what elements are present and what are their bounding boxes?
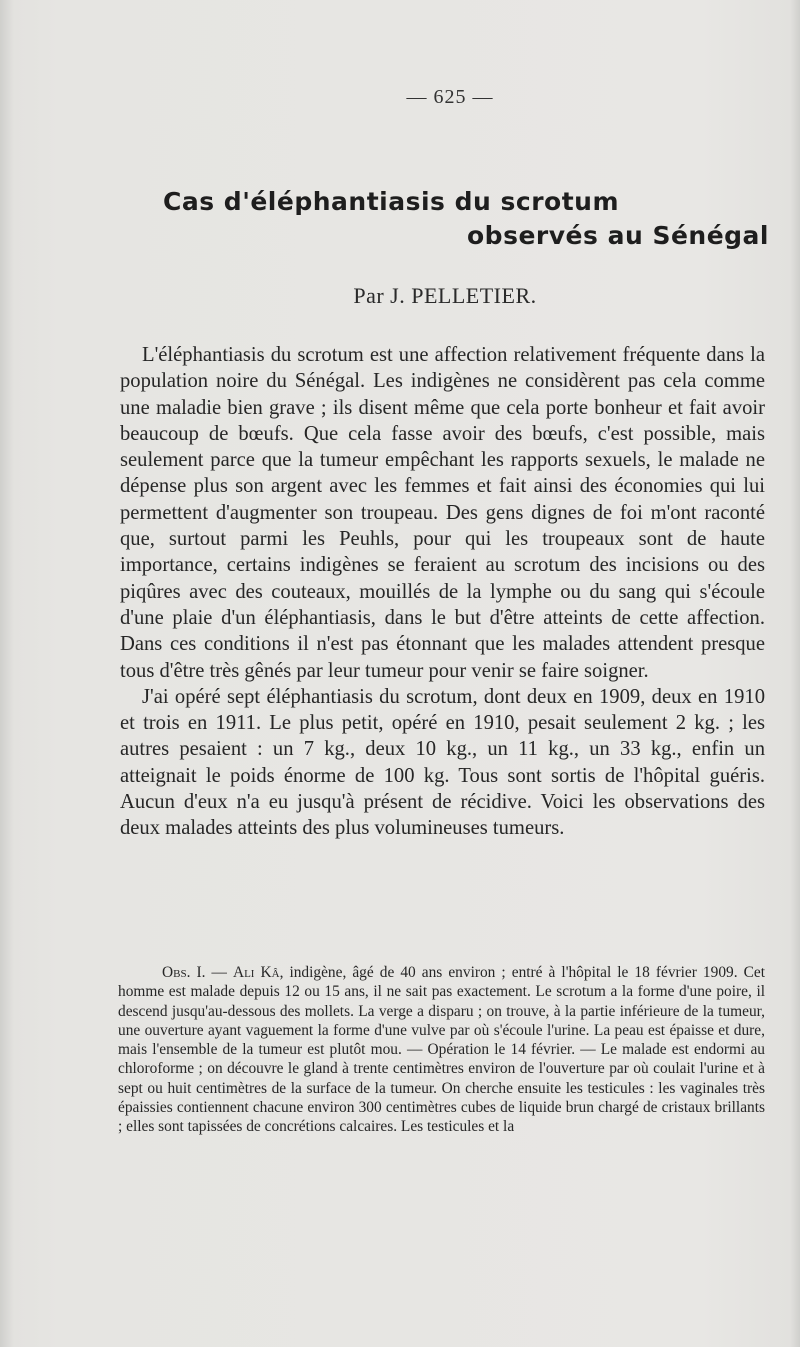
observation-block bbox=[118, 963, 765, 1137]
observation-text: , indigène, âgé de 40 ans environ ; entré à l'hôpital le 18 février 1909. Cet homme est malade depuis 12 ou 15 ans, il ne sait pas exactement. Le scrotum a la forme d'une poire, il descend jusqu'au-dessous des mollets. La verge a disparu ; on trouve, à la partie inférieure de la tumeur, une ouverture ayant vaguement la forme d'une vulve par où s'écoule l'urine. La peau est épaisse et dure, mais l'ensemble de la tumeur est plutôt mou. — Opération le 14 février. — Le malade est endormi au chloroforme ; on découvre le gland à trente centimètres environ de l'ouverture par où coulait l'urine et à sept ou huit centimètres de la surface de la tumeur. On cherche ensuite les testicules : les vaginales très épaissies contiennent chacune environ 300 centimètres cubes de liquide brun chargé de cristaux brillants ; elles sont tapissées de concrétions calcaires. Les testicules et la bbox=[118, 964, 765, 1136]
page-number: — 625 — bbox=[406, 86, 494, 108]
patient-name: Ali Kâ bbox=[232, 964, 280, 981]
body-paragraph-2: J'ai opéré sept éléphantiasis du scrotum, dont deux en 1909, deux en 1910 et trois en 1911. Le plus petit, opéré en 1910, pesait seulement 2 kg. ; les autres pesaient : un 7 kg., deux 10 kg., un 11 kg., un 33 kg., enfin un atteignait le poids énorme de 100 kg. Tous sont sortis de l'hôpital guéris. Aucun d'eux n'a eu jusqu'à présent de récidive. Voici les observations des deux malades atteints des plus volumineuses tumeurs. bbox=[120, 685, 765, 840]
body-paragraph-1: L'éléphantiasis du scrotum est une affection relativement fréquente dans la population noire du Sénégal. Les indigènes ne considèrent pas cela comme une maladie bien grave ; ils disent même que cela porte bonheur et fait avoir beaucoup de bœufs. Que cela fasse avoir des bœufs, c'est possible, mais seulement parce que la tumeur empêchant les rapports sexuels, le malade ne dépense plus son argent avec les femmes et fait ainsi des économies qui lui permettent d'augmenter son troupeau. Des gens dignes de foi m'ont raconté que, surtout parmi les Peuhls, pour qui les troupeaux sont de haute importance, certains indigènes se feraient au scrotum des incisions ou des piqûres avec des couteaux, mouillés de la lymphe ou du sang qui s'écoule d'une plaie d'un éléphantiasis, dans le but d'être atteints de cette affection. Dans ces conditions il n'est pas étonnant que les malades attendent presque tous d'être très gênés par leur tumeur pour venir se faire soigner. bbox=[120, 344, 765, 682]
article-title-line-2: observés au Sénégal bbox=[467, 221, 769, 250]
observation-separator: — bbox=[205, 964, 233, 981]
observation-paragraph bbox=[118, 963, 765, 1137]
article-title-line-1: Cas d'éléphantiasis du scrotum bbox=[163, 187, 620, 216]
article-body bbox=[120, 342, 765, 842]
article-author: Par J. PELLETIER. bbox=[353, 283, 537, 308]
observation-label: Obs. I. bbox=[162, 964, 206, 981]
